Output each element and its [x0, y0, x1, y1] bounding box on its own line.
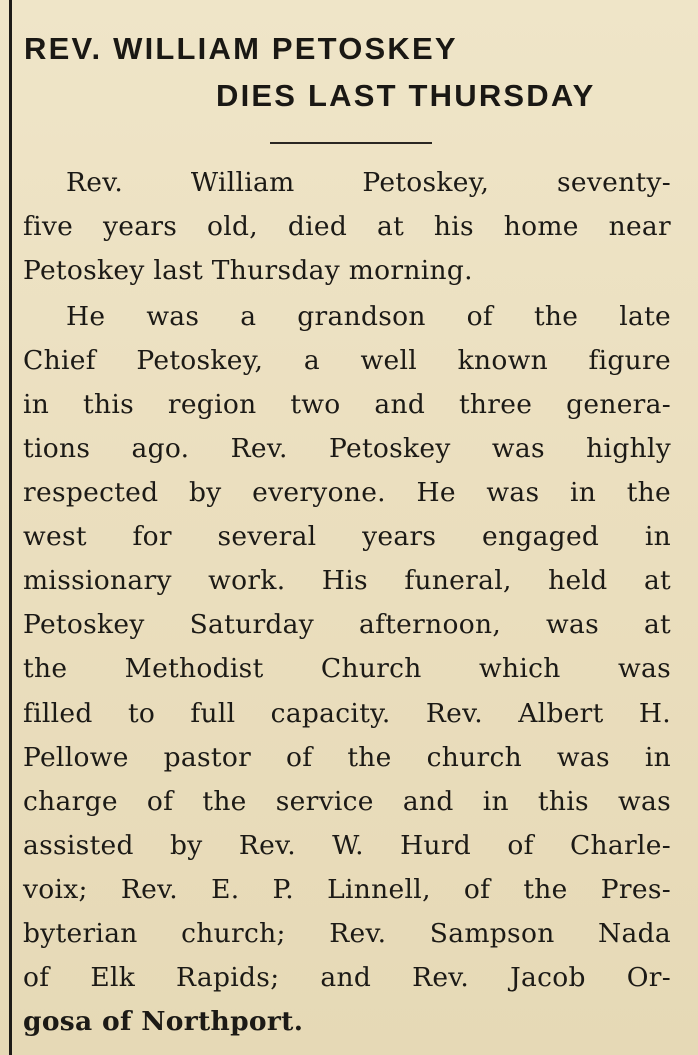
- body-line-8: respected by everyone. He was in the: [23, 477, 671, 508]
- body-line-4: He was a grandson of the late: [66, 301, 671, 332]
- body-line-9: west for several years engaged in: [23, 521, 671, 552]
- body-line-11: Petoskey Saturday afternoon, was at: [23, 609, 671, 640]
- body-line-16: assisted by Rev. W. Hurd of Charle-: [23, 830, 671, 861]
- headline-line-2: DIES LAST THURSDAY: [216, 78, 596, 113]
- body-line-13: filled to full capacity. Rev. Albert H.: [23, 698, 671, 729]
- body-line-3: Petoskey last Thursday morning.: [23, 255, 473, 286]
- body-line-10: missionary work. His funeral, held at: [23, 565, 671, 596]
- body-line-7: tions ago. Rev. Petoskey was highly: [23, 433, 671, 464]
- column-rule: [9, 0, 12, 1055]
- body-line-14: Pellowe pastor of the church was in: [23, 742, 671, 773]
- body-line-20: gosa of Northport.: [23, 1006, 304, 1037]
- body-line-19: of Elk Rapids; and Rev. Jacob Or-: [23, 962, 671, 993]
- body-line-12: the Methodist Church which was: [23, 653, 671, 684]
- body-line-17: voix; Rev. E. P. Linnell, of the Pres-: [23, 874, 671, 905]
- body-line-5: Chief Petoskey, a well known figure: [23, 345, 671, 376]
- body-line-15: charge of the service and in this was: [23, 786, 671, 817]
- body-line-1: Rev. William Petoskey, seventy-: [66, 167, 671, 198]
- body-line-2: five years old, died at his home near: [23, 211, 671, 242]
- body-line-18: byterian church; Rev. Sampson Nada: [23, 918, 671, 949]
- body-line-6: in this region two and three genera-: [23, 389, 671, 420]
- headline-line-1: REV. WILLIAM PETOSKEY: [24, 31, 458, 66]
- headline-divider: [270, 142, 432, 144]
